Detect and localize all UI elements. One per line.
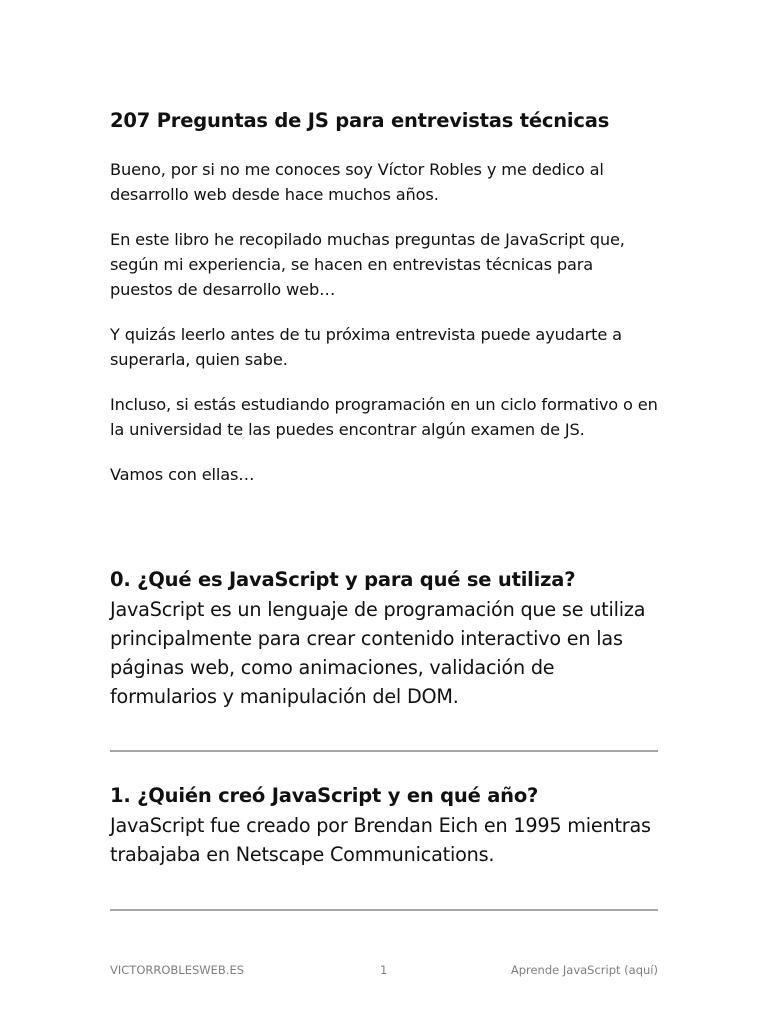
intro-paragraph-4: Incluso, si estás estudiando programación en un ciclo formativo o en la universidad te las puedes encontrar algún examen de JS.	[110, 395, 658, 439]
page-footer	[110, 963, 658, 981]
intro-section	[110, 157, 660, 487]
question-block-1	[110, 783, 660, 869]
intro-paragraph-5: Vamos con ellas…	[110, 465, 255, 484]
footer-learn-link[interactable]: Aprende JavaScript (aquí)	[510, 963, 658, 977]
document-title: 207 Preguntas de JS para entrevistas técnicas	[110, 109, 610, 132]
question-title: 0. ¿Qué es JavaScript y para qué se utiliza?	[110, 568, 576, 591]
question-title: 1. ¿Quién creó JavaScript y en qué año?	[110, 784, 539, 807]
section-divider	[110, 909, 658, 911]
page-content	[110, 108, 660, 866]
question-answer: JavaScript es un lenguaje de programación que se utiliza principalmente para crear contenido interactivo en las páginas web, como animaciones, validación de formularios y manipulación del DOM.	[110, 598, 646, 708]
intro-paragraph-1: Bueno, por si no me conoces soy Víctor Robles y me dedico al desarrollo web desde hace muchos años.	[110, 160, 604, 204]
question-answer: JavaScript fue creado por Brendan Eich en 1995 mientras trabajaba en Netscape Communications.	[110, 814, 651, 866]
section-divider	[110, 750, 658, 752]
intro-paragraph-3: Y quizás leerlo antes de tu próxima entrevista puede ayudarte a superarla, quien sabe.	[110, 325, 622, 369]
question-block-0	[110, 567, 660, 711]
footer-website-link[interactable]: VICTORROBLESWEB.ES	[110, 963, 245, 977]
footer-page-number: 1	[380, 963, 388, 977]
intro-paragraph-2: En este libro he recopilado muchas preguntas de JavaScript que, según mi experiencia, se hacen en entrevistas técnicas para puestos de desarrollo web…	[110, 230, 625, 299]
